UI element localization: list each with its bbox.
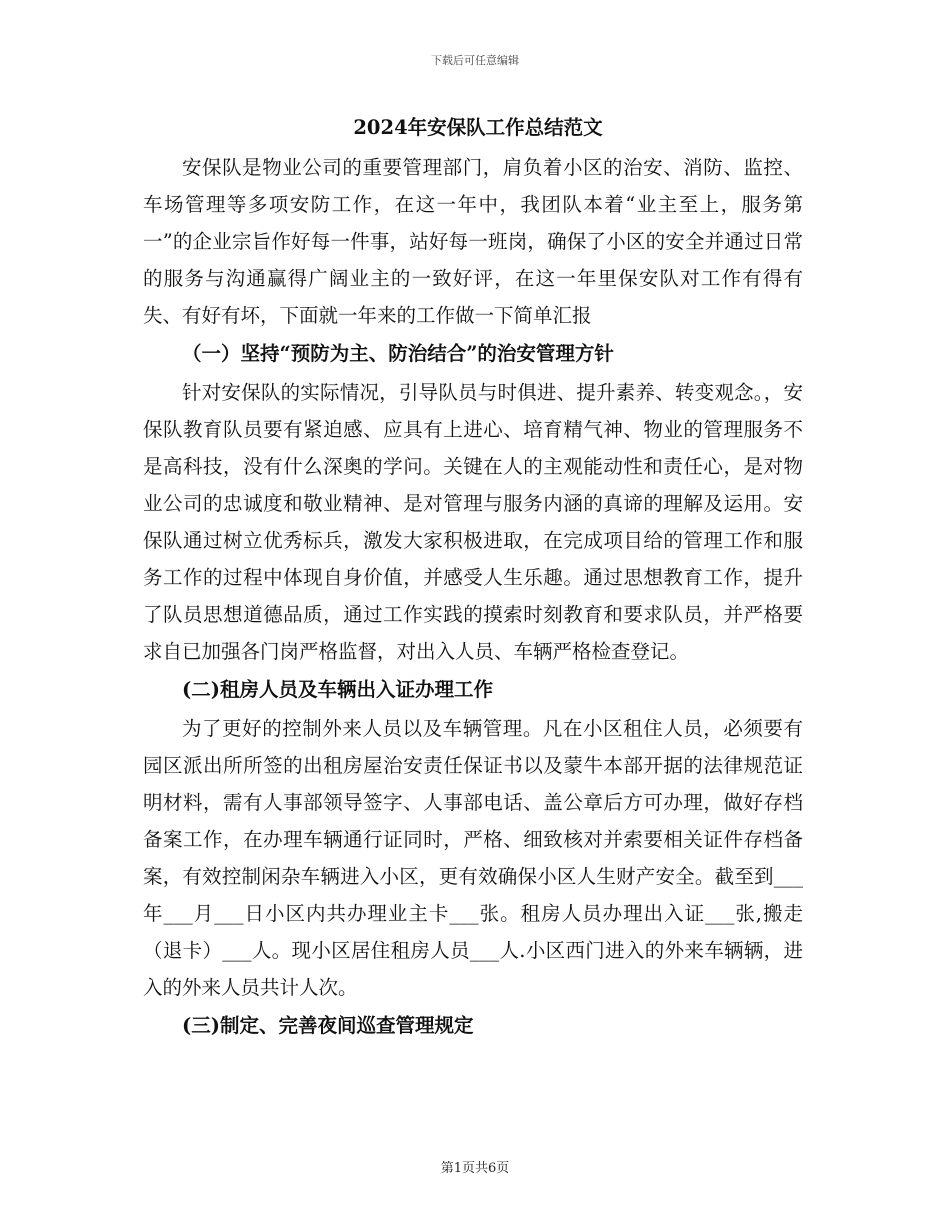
section-heading-1: （一）坚持“预防为主、防治结合”的治安管理方针 [182,342,614,365]
page-header: 下载后可任意编辑 [431,54,519,67]
section-body-1: 针对安保队的实际情况，引导队员与时俱进、提升素养、转变观念。，安保队教育队员要有紧迫感、应具有上进心、培育精气神、物业的管理服务不是高科技，没有什么深奥的学问。关键在人的主观能动性和责任心，是对物业公司的忠诚度和敬业精神、是对管理与服务内涵的真谛的理解及运用。安保队通过树立优秀标兵，激发大家积极进取，在完成项目给的管理工作和服务工作的过程中体现自身价值，并感受人生乐趣。通过思想教育工作，提升了队员思想道德品质，通过工作实践的摸索时刻教育和要求队员，并严格要求自已加强各门岗严格监督，对出入人员、车辆严格检查登记。 [143,381,803,663]
section-heading-3: (三)制定、完善夜间巡查管理规定 [182,1014,474,1037]
document-body [143,109,803,1046]
section-body-2: 为了更好的控制外来人员以及车辆管理。凡在小区租住人员，必须要有园区派出所所签的出租房屋治安责任保证书以及蒙牛本部开据的法律规范证明材料，需有人事部领导签字、人事部电话、盖公章后方可办理，做好存档备案工作，在办理车辆通行证同时，严格、细致核对并索要相关证件存档备案，有效控制闲杂车辆进入小区，更有效确保小区人生财产安全。截至到___年___月___日小区内共办理业主卡___张。租房人员办理出入证___张,搬走（退卡）___人。现小区居住租房人员___人.小区西门进入的外来车辆辆，进入的外来人员共计人次。 [143,717,803,999]
section-heading-2: (二)租房人员及车辆出入证办理工作 [182,678,493,701]
document-title: 2024年安保队工作总结范文 [353,116,603,139]
intro-paragraph: 安保队是物业公司的重要管理部门，肩负着小区的治安、消防、监控、车场管理等多项安防工作，在这一年中，我团队本着“业主至上，服务第一”的企业宗旨作好每一件事，站好每一班岗，确保了小区的安全并通过日常的服务与沟通赢得广阔业主的一致好评，在这一年里保安队对工作有得有失、有好有坏，下面就一年来的工作做一下简单汇报 [143,156,803,327]
page-footer: 第1页共6页 [440,1161,510,1176]
